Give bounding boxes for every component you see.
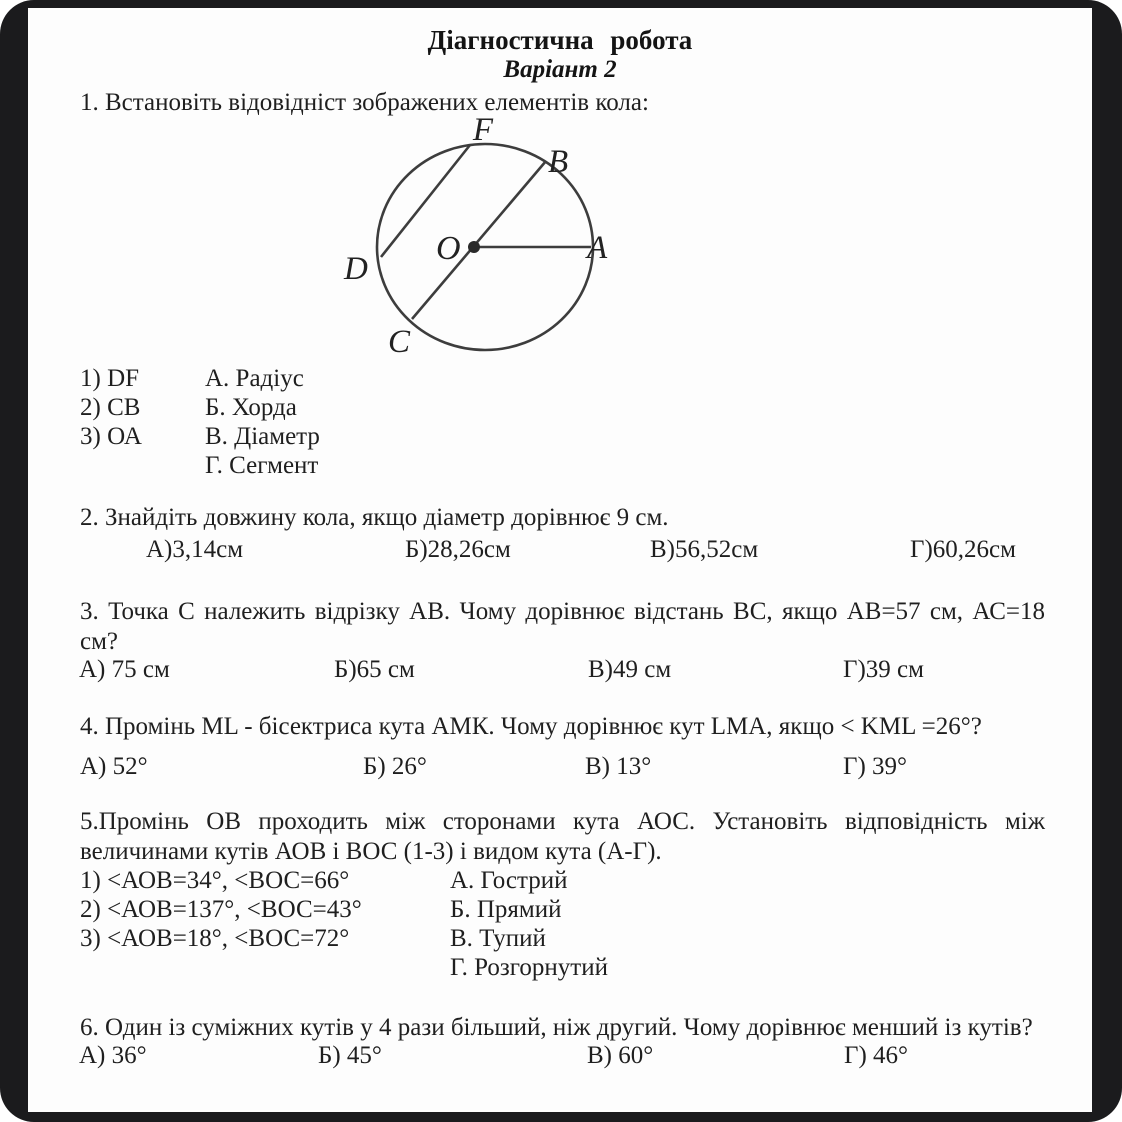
point-label-d: D (344, 251, 368, 287)
q5-item-1: 1) <АОВ=34°, <ВОС=66° (80, 867, 350, 894)
q1-option-b: Б. Хорда (205, 394, 297, 421)
q5-item-2: 2) <АОВ=137°, <ВОС=43° (80, 896, 362, 923)
q5-options-column (450, 866, 608, 982)
question-1-text: 1. Встановіть відовідніст зображених елементів кола: (80, 89, 649, 116)
q2-options-row (28, 535, 1092, 565)
q6-option-b: Б) 45° (318, 1042, 382, 1069)
q6-options-row (28, 1041, 1092, 1071)
q1-item-2: 2) CB (80, 394, 141, 421)
q3-option-v: В)49 см (588, 656, 672, 683)
question-5-text-line2: величинами кутів АОВ і ВОС (1-3) і видом кута (А-Г). (80, 838, 662, 865)
q1-option-g: Г. Сегмент (205, 452, 319, 479)
q4-options-row (28, 752, 1092, 782)
point-label-a: A (587, 230, 608, 266)
q2-option-a: А)3,14см (146, 536, 244, 563)
q2-option-v: В)56,52см (650, 536, 759, 563)
q1-option-a: А. Радіус (205, 365, 304, 392)
question-2-text: 2. Знайдіть довжину кола, якщо діаметр дорівнює 9 см. (80, 504, 669, 531)
center-dot (468, 241, 480, 253)
question-3-text-line1: 3. Точка С належить відрізку АВ. Чому дорівнює відстань ВС, якщо АВ=57 см, АС=18 (80, 598, 1045, 625)
circle-diagram (330, 112, 640, 364)
q4-option-v: В) 13° (585, 753, 652, 780)
q5-items-column (80, 866, 362, 953)
document-page (28, 8, 1092, 1112)
page-title: Діагностична робота (427, 25, 693, 55)
q6-option-a: А) 36° (79, 1042, 147, 1069)
q5-option-b: Б. Прямий (450, 896, 562, 923)
q6-option-v: В) 60° (587, 1042, 654, 1069)
q5-option-g: Г. Розгорнутий (450, 954, 608, 981)
question-3-text-line2: см? (80, 628, 119, 655)
question-6-text: 6. Один із суміжних кутів у 4 рази більший, ніж другий. Чому дорівнює менший із кутів? (80, 1014, 1033, 1041)
point-label-f: F (472, 112, 494, 148)
q1-options-column (205, 364, 320, 480)
q2-option-b: Б)28,26см (405, 536, 511, 563)
q1-items-column (80, 364, 142, 451)
q1-item-3: 3) ОА (80, 423, 142, 450)
q3-option-a: А) 75 см (79, 656, 170, 683)
question-5-text-line1: 5.Промінь ОВ проходить між сторонами кута АОС. Установіть відповідність між (80, 808, 1045, 835)
q5-item-3: 3) <АОВ=18°, <ВОС=72° (80, 925, 350, 952)
q4-option-b: Б) 26° (363, 753, 427, 780)
q4-option-g: Г) 39° (843, 753, 908, 780)
q5-option-a: А. Гострий (450, 867, 568, 894)
q3-options-row (28, 655, 1092, 685)
q3-option-b: Б)65 см (334, 656, 415, 683)
diameter-cb-line (412, 161, 546, 319)
point-label-b: B (548, 144, 569, 180)
q5-option-v: В. Тупий (450, 925, 546, 952)
point-label-c: C (388, 324, 411, 360)
question-4-text: 4. Промінь ML - бісектриса кута АМК. Чому дорівнює кут LMA, якщо < KML =26°? (80, 713, 982, 740)
q4-option-a: А) 52° (80, 753, 148, 780)
q1-option-v: В. Діаметр (205, 423, 320, 450)
point-label-o: O (436, 230, 461, 267)
variant-subtitle: Варіант 2 (503, 56, 617, 83)
q2-option-g: Г)60,26см (910, 536, 1016, 563)
q1-item-1: 1) DF (80, 365, 140, 392)
q3-option-g: Г)39 см (843, 656, 924, 683)
q6-option-g: Г) 46° (844, 1042, 909, 1069)
